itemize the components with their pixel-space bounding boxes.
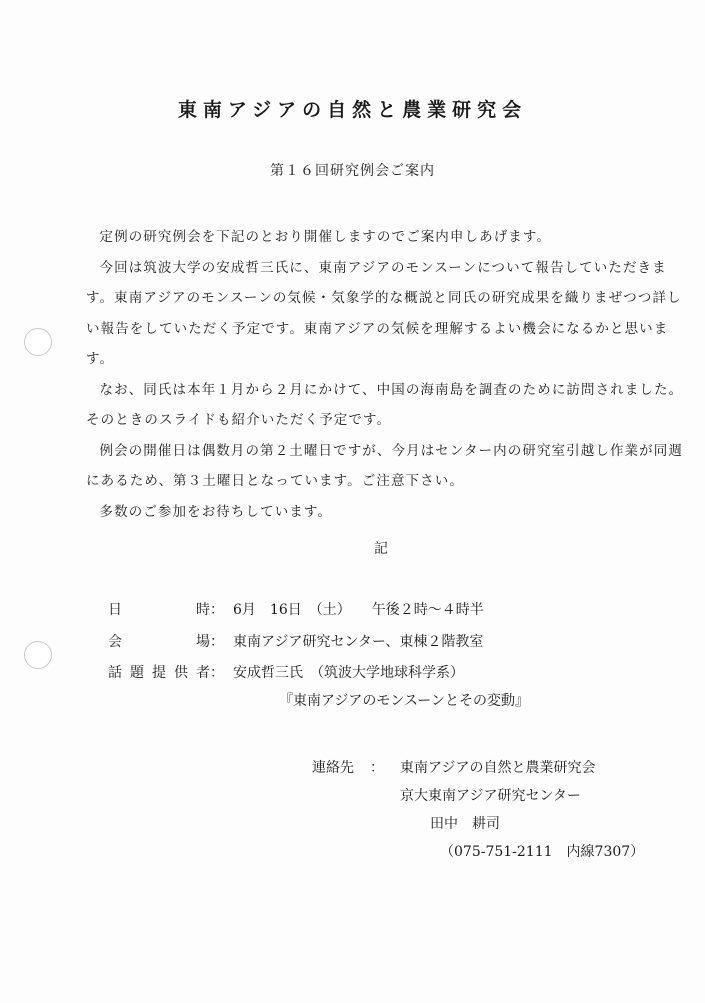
body-text bbox=[86, 222, 686, 527]
contact-center: 京大東南アジア研究センター bbox=[400, 788, 581, 804]
speaker-value: 安成哲三氏 （筑波大学地球科学系） bbox=[233, 665, 464, 681]
contact-row-person bbox=[312, 813, 644, 841]
paragraph-visit: なお、同氏は本年１月から２月にかけて、中国の海南島を調査のために訪問されました。そのときのスライドも紹介いただく予定です。 bbox=[86, 381, 684, 428]
meeting-details bbox=[108, 597, 484, 692]
detail-row-speaker bbox=[108, 660, 484, 692]
punch-hole-bottom bbox=[24, 641, 52, 669]
detail-row-date bbox=[108, 597, 484, 629]
contact-org: 東南アジアの自然と農業研究会 bbox=[400, 760, 596, 776]
date-label: 日時 bbox=[108, 602, 210, 618]
paragraph-intro: 定例の研究例会を下記のとおり開催しますのでご案内申しあげます。 bbox=[99, 229, 552, 245]
paragraph-closing: 多数のご参加をお待ちしています。 bbox=[99, 503, 333, 520]
punch-hole-top bbox=[24, 328, 52, 356]
contact-person: 田中 耕司 bbox=[430, 816, 500, 832]
ki-heading: 記 bbox=[374, 541, 388, 557]
talk-topic: 『東南アジアのモンスーンとその変動』 bbox=[278, 693, 530, 709]
contact-label: 連絡先 bbox=[312, 760, 354, 776]
venue-label: 会場 bbox=[108, 633, 210, 650]
date-value: 6月 16日 （土） 午後２時～４時半 bbox=[233, 602, 484, 618]
detail-colon: ： bbox=[210, 602, 224, 618]
contact-row-phone bbox=[312, 841, 644, 869]
contact-phone: （075-751-2111 内線7307） bbox=[440, 844, 645, 860]
document-subtitle: 第１６回研究例会ご案内 bbox=[270, 163, 435, 179]
contact-colon: ： bbox=[370, 760, 384, 776]
detail-row-venue bbox=[108, 629, 484, 661]
contact-block bbox=[312, 757, 644, 869]
detail-colon: ： bbox=[210, 633, 224, 650]
contact-row-center bbox=[312, 785, 644, 813]
paragraph-speaker: 今回は筑波大学の安成哲三氏に、東南アジアのモンスーンについて報告していただきます。東南アジアのモンスーンの気候・気象学的な概説と同氏の研究成果を織りまぜつつ詳しい報告をしていただく予定です。東南アジアの気候を理解するよい機会になるかと思います。 bbox=[86, 259, 682, 367]
venue-value: 東南アジア研究センター、東棟２階教室 bbox=[233, 633, 484, 650]
paragraph-schedule: 例会の開催日は偶数月の第２土曜日ですが、今月はセンター内の研究室引越し作業が同週にあるため、第３土曜日となっています。ご注意下さい。 bbox=[86, 442, 683, 489]
detail-colon: ： bbox=[210, 665, 224, 681]
speaker-label: 話題提供者 bbox=[108, 665, 210, 681]
contact-row-org bbox=[312, 757, 644, 785]
document-title: 東南アジアの自然と農業研究会 bbox=[177, 99, 528, 121]
